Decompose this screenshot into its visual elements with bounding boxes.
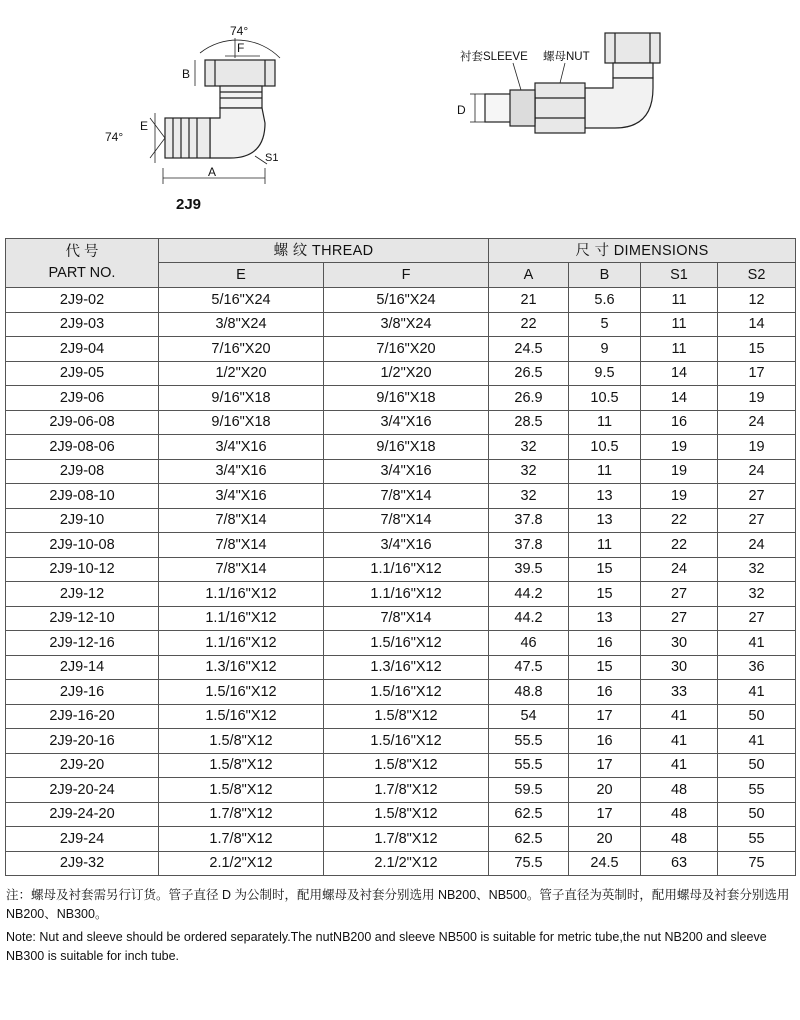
cell-thread-f: 7/8"X14 <box>324 606 489 631</box>
cell-dim-a: 59.5 <box>489 778 569 803</box>
cell-thread-f: 1/2"X20 <box>324 361 489 386</box>
header-col-b: B <box>569 263 641 288</box>
dim-label-s1: S1 <box>265 152 279 164</box>
cell-dim-b: 10.5 <box>569 435 641 460</box>
cell-dim-a: 28.5 <box>489 410 569 435</box>
cell-part-no: 2J9-10 <box>6 508 159 533</box>
cell-part-no: 2J9-02 <box>6 288 159 313</box>
note-english: Note: Nut and sleeve should be ordered separately.The nutNB200 and sleeve NB500 is suitable for metric tube,the nut NB200 and sleeve NB300 is suitable for inch tube. <box>6 930 767 963</box>
header-part-no-en: PART NO. <box>48 265 116 281</box>
cell-dim-s1: 14 <box>641 361 718 386</box>
cell-dim-s2: 12 <box>718 288 796 313</box>
cell-dim-a: 32 <box>489 435 569 460</box>
cell-dim-a: 48.8 <box>489 680 569 705</box>
spec-table-body <box>6 288 796 876</box>
cell-dim-a: 26.9 <box>489 386 569 411</box>
table-row <box>6 459 796 484</box>
cell-dim-a: 54 <box>489 704 569 729</box>
note-chinese: 注：螺母及衬套需另行订货。管子直径 D 为公制时，配用螺母及衬套分别选用 NB200、NB500。管子直径为英制时，配用螺母及衬套分别选用NB200、NB300。 <box>6 888 790 921</box>
cell-dim-a: 37.8 <box>489 533 569 558</box>
cell-thread-e: 1.1/16"X12 <box>159 606 324 631</box>
table-row <box>6 508 796 533</box>
cell-dim-s2: 27 <box>718 508 796 533</box>
cell-dim-s1: 41 <box>641 753 718 778</box>
cell-dim-a: 22 <box>489 312 569 337</box>
cell-dim-s2: 41 <box>718 631 796 656</box>
cell-thread-e: 1.5/16"X12 <box>159 680 324 705</box>
cell-dim-a: 47.5 <box>489 655 569 680</box>
cell-dim-a: 24.5 <box>489 337 569 362</box>
cell-dim-b: 11 <box>569 410 641 435</box>
table-row <box>6 582 796 607</box>
fitting-drawing-right <box>455 28 705 178</box>
cell-dim-s2: 41 <box>718 729 796 754</box>
table-row <box>6 704 796 729</box>
cell-dim-s1: 30 <box>641 655 718 680</box>
angle-label-top: 74° <box>230 24 249 38</box>
cell-part-no: 2J9-24 <box>6 827 159 852</box>
callout-nut: 螺母NUT <box>543 51 590 63</box>
cell-dim-b: 9 <box>569 337 641 362</box>
cell-dim-a: 32 <box>489 484 569 509</box>
cell-dim-b: 20 <box>569 778 641 803</box>
cell-dim-s1: 11 <box>641 312 718 337</box>
cell-dim-b: 16 <box>569 631 641 656</box>
cell-dim-s1: 63 <box>641 851 718 876</box>
cell-dim-s1: 41 <box>641 729 718 754</box>
cell-part-no: 2J9-20-16 <box>6 729 159 754</box>
cell-part-no: 2J9-16 <box>6 680 159 705</box>
cell-part-no: 2J9-14 <box>6 655 159 680</box>
cell-dim-s2: 32 <box>718 557 796 582</box>
cell-thread-f: 7/8"X14 <box>324 508 489 533</box>
cell-thread-f: 1.7/8"X12 <box>324 827 489 852</box>
table-row <box>6 778 796 803</box>
table-row <box>6 827 796 852</box>
cell-part-no: 2J9-10-08 <box>6 533 159 558</box>
cell-dim-s2: 24 <box>718 459 796 484</box>
table-row <box>6 729 796 754</box>
cell-dim-s1: 11 <box>641 288 718 313</box>
cell-part-no: 2J9-06 <box>6 386 159 411</box>
table-row <box>6 410 796 435</box>
cell-dim-b: 13 <box>569 508 641 533</box>
cell-dim-s1: 48 <box>641 802 718 827</box>
cell-thread-e: 1.5/8"X12 <box>159 753 324 778</box>
cell-thread-e: 7/16"X20 <box>159 337 324 362</box>
cell-thread-f: 5/16"X24 <box>324 288 489 313</box>
cell-thread-e: 3/8"X24 <box>159 312 324 337</box>
cell-thread-f: 1.7/8"X12 <box>324 778 489 803</box>
cell-thread-e: 1.5/8"X12 <box>159 778 324 803</box>
cell-dim-s2: 55 <box>718 827 796 852</box>
cell-dim-s1: 22 <box>641 533 718 558</box>
cell-part-no: 2J9-08-10 <box>6 484 159 509</box>
cell-thread-e: 7/8"X14 <box>159 508 324 533</box>
table-row <box>6 655 796 680</box>
cell-dim-s2: 14 <box>718 312 796 337</box>
cell-thread-e: 1.7/8"X12 <box>159 802 324 827</box>
cell-dim-s2: 50 <box>718 753 796 778</box>
cell-thread-f: 9/16"X18 <box>324 386 489 411</box>
cell-dim-s1: 24 <box>641 557 718 582</box>
table-row <box>6 631 796 656</box>
cell-dim-b: 11 <box>569 459 641 484</box>
cell-dim-s1: 48 <box>641 827 718 852</box>
cell-dim-b: 20 <box>569 827 641 852</box>
cell-dim-a: 39.5 <box>489 557 569 582</box>
cell-part-no: 2J9-08 <box>6 459 159 484</box>
cell-thread-f: 3/4"X16 <box>324 410 489 435</box>
cell-dim-s2: 17 <box>718 361 796 386</box>
cell-dim-b: 16 <box>569 729 641 754</box>
table-row <box>6 533 796 558</box>
cell-thread-e: 1.1/16"X12 <box>159 582 324 607</box>
cell-thread-e: 1/2"X20 <box>159 361 324 386</box>
cell-dim-a: 21 <box>489 288 569 313</box>
cell-dim-s2: 75 <box>718 851 796 876</box>
cell-thread-f: 2.1/2"X12 <box>324 851 489 876</box>
cell-part-no: 2J9-32 <box>6 851 159 876</box>
table-row <box>6 386 796 411</box>
cell-dim-s2: 41 <box>718 680 796 705</box>
cell-dim-b: 24.5 <box>569 851 641 876</box>
cell-dim-s2: 24 <box>718 533 796 558</box>
table-row <box>6 557 796 582</box>
cell-thread-e: 1.5/16"X12 <box>159 704 324 729</box>
cell-dim-b: 15 <box>569 557 641 582</box>
table-row <box>6 361 796 386</box>
header-col-s1: S1 <box>641 263 718 288</box>
cell-dim-b: 17 <box>569 704 641 729</box>
dim-label-e: E <box>140 119 149 133</box>
cell-thread-e: 2.1/2"X12 <box>159 851 324 876</box>
cell-dim-b: 10.5 <box>569 386 641 411</box>
table-row <box>6 802 796 827</box>
dim-label-a: A <box>208 165 217 179</box>
cell-dim-b: 11 <box>569 533 641 558</box>
cell-thread-e: 1.1/16"X12 <box>159 631 324 656</box>
callout-sleeve: 衬套SLEEVE <box>460 51 528 63</box>
cell-thread-e: 7/8"X14 <box>159 533 324 558</box>
header-col-a: A <box>489 263 569 288</box>
dim-label-d: D <box>457 103 466 117</box>
cell-dim-b: 16 <box>569 680 641 705</box>
dim-label-b: B <box>182 67 191 81</box>
cell-thread-f: 1.1/16"X12 <box>324 582 489 607</box>
spec-table <box>5 238 796 876</box>
cell-dim-s2: 36 <box>718 655 796 680</box>
table-row <box>6 435 796 460</box>
cell-dim-a: 26.5 <box>489 361 569 386</box>
cell-dim-s2: 19 <box>718 435 796 460</box>
header-col-e: E <box>159 263 324 288</box>
cell-part-no: 2J9-24-20 <box>6 802 159 827</box>
cell-dim-s1: 11 <box>641 337 718 362</box>
cell-part-no: 2J9-10-12 <box>6 557 159 582</box>
cell-dim-s2: 50 <box>718 704 796 729</box>
cell-dim-b: 9.5 <box>569 361 641 386</box>
cell-part-no: 2J9-06-08 <box>6 410 159 435</box>
cell-thread-e: 3/4"X16 <box>159 484 324 509</box>
cell-thread-f: 7/16"X20 <box>324 337 489 362</box>
model-label: 2J9 <box>176 196 202 213</box>
cell-thread-f: 7/8"X14 <box>324 484 489 509</box>
cell-dim-a: 55.5 <box>489 729 569 754</box>
cell-part-no: 2J9-20 <box>6 753 159 778</box>
cell-dim-a: 37.8 <box>489 508 569 533</box>
cell-dim-s1: 19 <box>641 435 718 460</box>
cell-thread-e: 1.7/8"X12 <box>159 827 324 852</box>
cell-dim-s2: 19 <box>718 386 796 411</box>
cell-dim-s2: 27 <box>718 606 796 631</box>
cell-dim-a: 46 <box>489 631 569 656</box>
table-row <box>6 851 796 876</box>
cell-dim-b: 13 <box>569 484 641 509</box>
cell-thread-f: 1.5/8"X12 <box>324 753 489 778</box>
cell-part-no: 2J9-20-24 <box>6 778 159 803</box>
cell-dim-s1: 19 <box>641 459 718 484</box>
cell-dim-s2: 15 <box>718 337 796 362</box>
cell-dim-b: 17 <box>569 802 641 827</box>
cell-thread-f: 1.3/16"X12 <box>324 655 489 680</box>
cell-thread-f: 1.5/8"X12 <box>324 802 489 827</box>
cell-thread-e: 9/16"X18 <box>159 410 324 435</box>
cell-dim-s1: 19 <box>641 484 718 509</box>
cell-thread-f: 1.5/16"X12 <box>324 631 489 656</box>
cell-part-no: 2J9-03 <box>6 312 159 337</box>
cell-dim-s2: 50 <box>718 802 796 827</box>
cell-dim-a: 32 <box>489 459 569 484</box>
cell-thread-f: 1.5/8"X12 <box>324 704 489 729</box>
cell-dim-a: 62.5 <box>489 827 569 852</box>
cell-dim-b: 5 <box>569 312 641 337</box>
cell-dim-b: 15 <box>569 582 641 607</box>
cell-dim-s2: 32 <box>718 582 796 607</box>
header-part-no-cn: 代 号 <box>65 244 99 260</box>
cell-thread-e: 3/4"X16 <box>159 459 324 484</box>
cell-thread-e: 1.3/16"X12 <box>159 655 324 680</box>
angle-label-left: 74° <box>105 130 124 144</box>
cell-thread-e: 9/16"X18 <box>159 386 324 411</box>
cell-thread-f: 1.5/16"X12 <box>324 680 489 705</box>
header-col-f: F <box>324 263 489 288</box>
cell-thread-f: 1.1/16"X12 <box>324 557 489 582</box>
table-row <box>6 753 796 778</box>
cell-thread-f: 1.5/16"X12 <box>324 729 489 754</box>
cell-thread-f: 3/8"X24 <box>324 312 489 337</box>
cell-dim-a: 62.5 <box>489 802 569 827</box>
cell-dim-a: 44.2 <box>489 606 569 631</box>
cell-dim-s2: 55 <box>718 778 796 803</box>
table-row <box>6 606 796 631</box>
header-part-no <box>6 239 159 288</box>
cell-dim-s1: 22 <box>641 508 718 533</box>
cell-thread-f: 9/16"X18 <box>324 435 489 460</box>
dim-label-f: F <box>237 41 245 55</box>
cell-dim-b: 15 <box>569 655 641 680</box>
header-col-s2: S2 <box>718 263 796 288</box>
cell-part-no: 2J9-12-10 <box>6 606 159 631</box>
cell-dim-b: 17 <box>569 753 641 778</box>
cell-thread-e: 3/4"X16 <box>159 435 324 460</box>
cell-dim-s1: 27 <box>641 582 718 607</box>
cell-thread-e: 5/16"X24 <box>159 288 324 313</box>
cell-dim-s1: 33 <box>641 680 718 705</box>
header-dimensions: 尺 寸 DIMENSIONS <box>489 239 796 263</box>
cell-dim-s1: 41 <box>641 704 718 729</box>
table-row <box>6 680 796 705</box>
cell-dim-s1: 16 <box>641 410 718 435</box>
cell-dim-a: 44.2 <box>489 582 569 607</box>
cell-dim-s2: 24 <box>718 410 796 435</box>
cell-part-no: 2J9-08-06 <box>6 435 159 460</box>
cell-part-no: 2J9-12 <box>6 582 159 607</box>
cell-dim-a: 55.5 <box>489 753 569 778</box>
cell-dim-s2: 27 <box>718 484 796 509</box>
cell-part-no: 2J9-05 <box>6 361 159 386</box>
cell-thread-f: 3/4"X16 <box>324 459 489 484</box>
cell-thread-e: 7/8"X14 <box>159 557 324 582</box>
cell-dim-b: 13 <box>569 606 641 631</box>
cell-dim-s1: 30 <box>641 631 718 656</box>
table-row <box>6 337 796 362</box>
cell-dim-s1: 14 <box>641 386 718 411</box>
cell-dim-a: 75.5 <box>489 851 569 876</box>
cell-thread-f: 3/4"X16 <box>324 533 489 558</box>
table-row <box>6 312 796 337</box>
cell-part-no: 2J9-04 <box>6 337 159 362</box>
table-row <box>6 484 796 509</box>
cell-dim-s1: 27 <box>641 606 718 631</box>
header-thread: 螺 纹 THREAD <box>159 239 489 263</box>
cell-dim-b: 5.6 <box>569 288 641 313</box>
table-row <box>6 288 796 313</box>
cell-thread-e: 1.5/8"X12 <box>159 729 324 754</box>
cell-part-no: 2J9-16-20 <box>6 704 159 729</box>
cell-dim-s1: 48 <box>641 778 718 803</box>
fitting-drawing-left <box>95 18 295 193</box>
cell-part-no: 2J9-12-16 <box>6 631 159 656</box>
